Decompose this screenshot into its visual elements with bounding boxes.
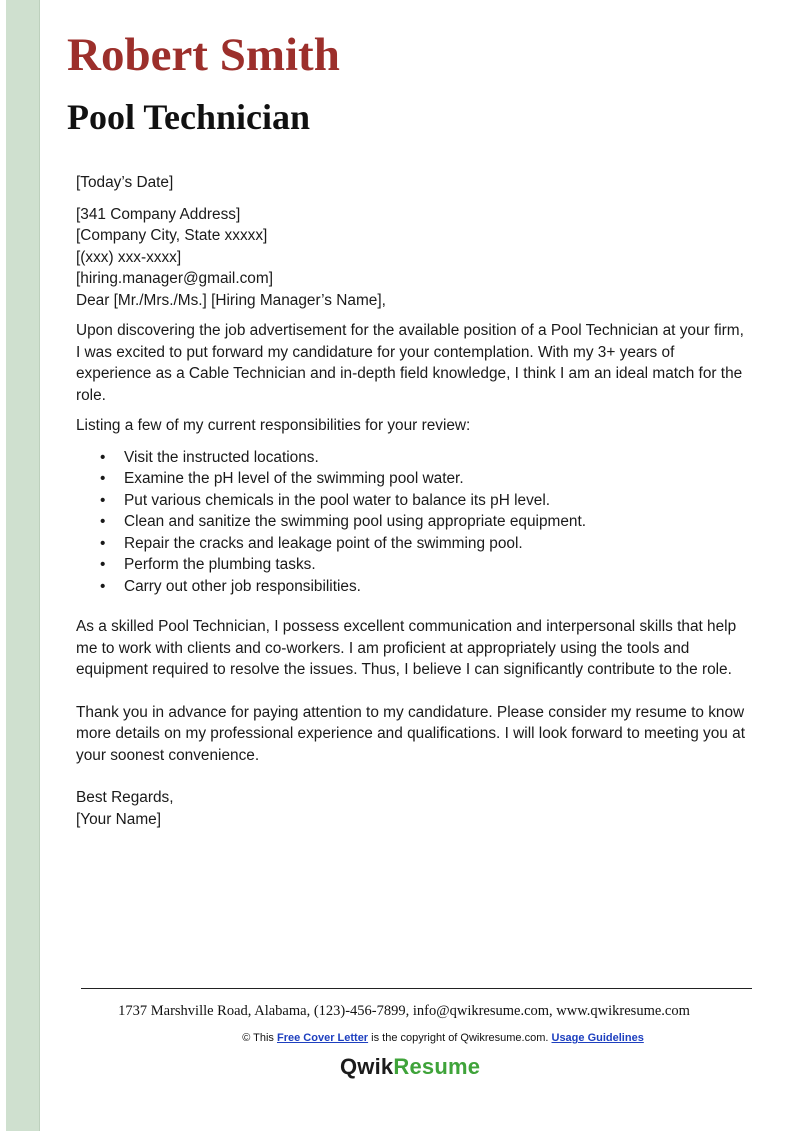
footer-contact: 1737 Marshville Road, Alabama, (123)-456-7899, info@qwikresume.com, www.qwikresume.com [118,1003,690,1019]
list-item-text: Perform the plumbing tasks. [124,556,316,573]
intro-paragraph: Upon discovering the job advertisement for the available position of a Pool Technician at your firm, I was excited to put forward my candidature for your contemplation. With my 3+ years of experience as a Cable Technician and in-depth field knowledge, I think I am an ideal match for the role. [76,322,744,404]
bullet-icon: • [100,491,106,509]
closing-paragraph: Thank you in advance for paying attention to my candidature. Please consider my resume to know more details on my professional experience and qualifications. I will look forward to meeting you at your soonest convenience. [76,703,745,764]
greeting: Dear [Mr./Mrs./Ms.] [Hiring Manager’s Name], [76,291,386,309]
applicant-name: Robert Smith [67,29,340,81]
bullet-icon: • [100,577,106,595]
sign-off [76,787,746,830]
list-item-text: Repair the cracks and leakage point of the swimming pool. [124,534,523,552]
list-item [76,511,746,533]
responsibilities-list [76,447,746,598]
logo-part-resume: Resume [393,1054,481,1079]
job-title: Pool Technician [67,97,311,137]
qwikresume-logo [340,1054,480,1080]
list-item [76,468,746,490]
address-line: [341 Company Address] [76,205,241,223]
closing-salutation: Best Regards, [76,789,174,806]
list-intro: Listing a few of my current responsibilities for your review: [76,417,471,434]
list-item-text: Visit the instructed locations. [124,448,319,466]
list-item-text: Clean and sanitize the swimming pool using appropriate equipment. [124,513,586,530]
skills-paragraph: As a skilled Pool Technician, I possess excellent communication and interpersonal skills that help me to work with clients and co-workers. I am proficient at appropriately using the tools and equipment required to resolve the issues. Thus, I believe I can significantly contribute to the role. [76,618,737,678]
usage-guidelines-link[interactable]: Usage Guidelines [551,1032,644,1044]
address-line: [(xxx) xxx-xxxx] [76,248,182,266]
address-line: [Company City, State xxxxx] [76,227,268,244]
bullet-icon: • [100,448,106,466]
footer-divider [81,988,752,989]
address-line: [hiring.manager@gmail.com] [76,270,273,287]
list-item [76,533,746,555]
list-item [76,490,746,512]
list-item-text: Carry out other job responsibilities. [124,577,361,595]
bullet-icon: • [100,534,106,552]
copyright-prefix: © This [242,1032,277,1044]
list-item [76,447,746,469]
logo-part-qwik: Qwik [340,1054,394,1079]
bullet-icon: • [100,470,106,487]
list-item-text: Examine the pH level of the swimming pool water. [124,470,464,487]
list-item-text: Put various chemicals in the pool water to balance its pH level. [124,491,551,509]
footer-copyright [0,1032,800,1044]
recipient-address [76,204,746,290]
copyright-middle: is the copyright of Qwikresume.com. [368,1032,552,1044]
list-item [76,554,746,576]
free-cover-letter-link[interactable]: Free Cover Letter [277,1032,369,1044]
signature-name: [Your Name] [76,810,161,828]
bullet-icon: • [100,513,106,530]
list-item [76,576,746,598]
letter-body [76,172,746,830]
decorative-sidebar [6,0,40,1131]
letter-date: [Today’s Date] [76,174,174,191]
bullet-icon: • [100,556,106,573]
